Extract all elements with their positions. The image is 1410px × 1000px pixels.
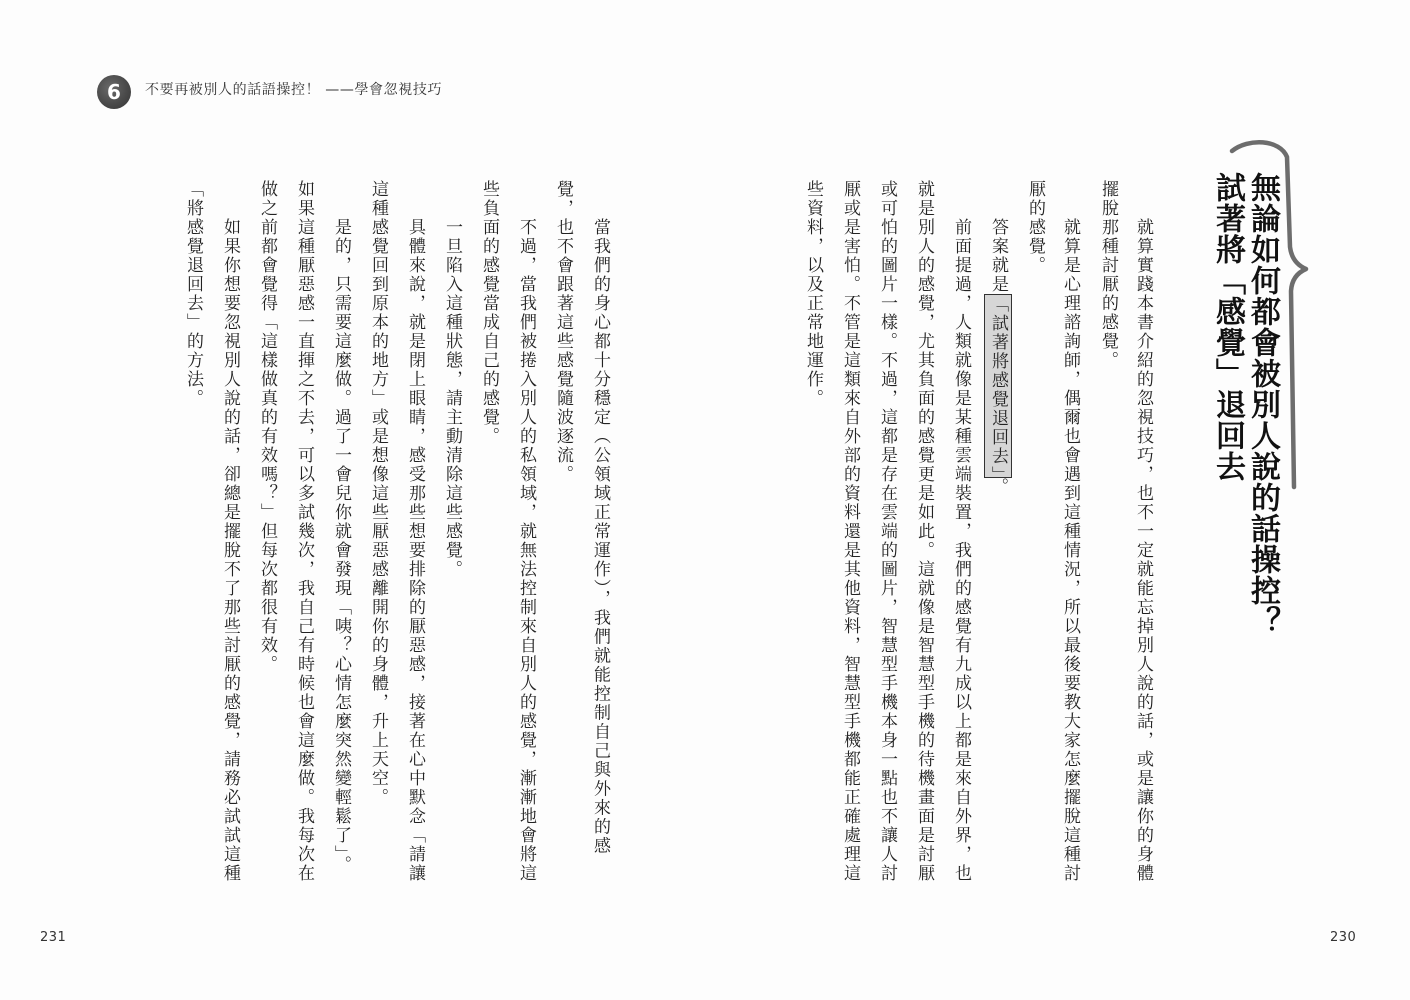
answer-end-punctuation: 。	[988, 477, 1008, 497]
body-text-column: 些負面的感覺當成自己的感覺。	[479, 180, 499, 446]
highlighted-key-phrase: 「試著將感覺退回去」	[984, 294, 1012, 478]
section-heading-line-2: 試著將「感覺」退回去	[1210, 172, 1245, 482]
body-text-column: 擺脫那種討厭的感覺。	[1098, 180, 1118, 370]
running-title: 不要再被別人的話語操控！ ——學會忽視技巧	[145, 82, 443, 98]
body-text-column: 或可怕的圖片一樣。不過，這都是存在雲端的圖片，智慧型手機本身一點也不讓人討	[877, 180, 897, 883]
body-text-column: 是的，只需要這麼做。過了一會兒你就會發現「咦？心情怎麼突然變輕鬆了」。	[331, 218, 351, 875]
body-text-column: 不過，當我們被捲入別人的私領域，就無法控制來自別人的感覺，漸漸地會將這	[516, 218, 536, 883]
body-text-column: 「將感覺退回去」的方法。	[183, 180, 203, 408]
brace-decoration-icon	[1220, 135, 1315, 500]
body-text-column: 這種感覺回到原本的地方」或是想像這些厭惡感離開你的身體，升上天空。	[368, 180, 388, 807]
answer-lead-text: 答案就是	[988, 218, 1008, 294]
body-text-column: 就是別人的感覺，尤其負面的感覺更是如此。這就像是智慧型手機的待機畫面是討厭	[914, 180, 934, 883]
body-text-column: 如果這種厭惡感一直揮之不去，可以多試幾次，我自己有時候也會這麼做。我每次在	[294, 180, 314, 883]
body-text-column: 當我們的身心都十分穩定（公領域正常運作），我們就能控制自己與外來的感	[590, 218, 610, 856]
body-text-column: 一旦陷入這種狀態，請主動清除這些感覺。	[442, 218, 462, 579]
body-text-column: 些資料，以及正常地運作。	[803, 180, 823, 408]
body-text-column: 具體來說，就是閉上眼睛，感受那些想要排除的厭惡感，接著在心中默念「請讓	[405, 218, 425, 883]
section-heading-line-1: 無論如何都會被別人說的話操控？	[1245, 172, 1280, 637]
answer-line	[987, 218, 1009, 497]
body-text-column: 厭的感覺。	[1025, 180, 1045, 275]
page-number-left: 231	[40, 930, 67, 945]
chapter-number-badge: 6	[97, 75, 131, 109]
body-text-column: 前面提過，人類就像是某種雲端裝置，我們的感覺有九成以上都是來自外界，也	[951, 218, 971, 883]
body-text-column: 厭或是害怕。不管是這類來自外部的資料還是其他資料，智慧型手機都能正確處理這	[840, 180, 860, 883]
body-text-column: 就算實踐本書介紹的忽視技巧，也不一定就能忘掉別人說的話，或是讓你的身體	[1133, 218, 1153, 883]
body-text-column: 就算是心理諮詢師，偶爾也會遇到這種情況，所以最後要教大家怎麼擺脫這種討	[1060, 218, 1080, 883]
page-number-right: 230	[1330, 930, 1357, 945]
body-text-column: 如果你想要忽視別人說的話，卻總是擺脫不了那些討厭的感覺，請務必試試這種	[220, 218, 240, 883]
body-text-column: 覺，也不會跟著這些感覺隨波逐流。	[553, 180, 573, 484]
body-text-column: 做之前都會覺得「這樣做真的有效嗎？」但每次都很有效。	[257, 180, 277, 674]
